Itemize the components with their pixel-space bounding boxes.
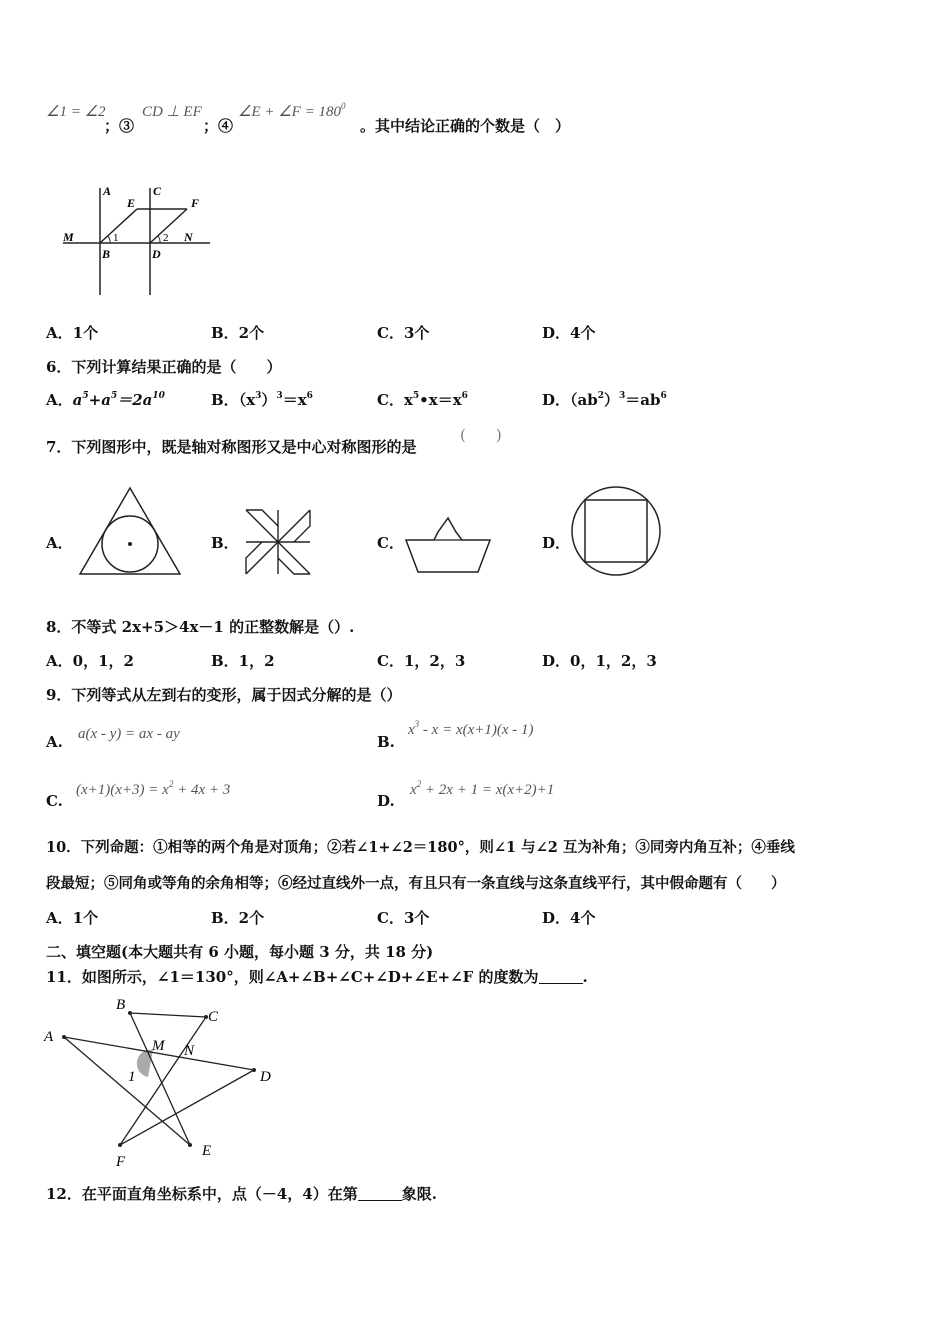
q5-figure (55, 180, 215, 300)
q5-option-b[interactable]: B．2个 (211, 324, 265, 342)
q9-option-c-label[interactable]: C. (46, 792, 63, 810)
q5-condition-4: ∠E + ∠F = $180^0$ (238, 101, 346, 120)
q10-option-b[interactable]: B．2个 (211, 909, 265, 927)
q5-question: 。其中结论正确的个数是（ ） (360, 117, 571, 135)
q8-option-c[interactable]: C．1，2，3 (377, 652, 466, 670)
q7-figure-a-triangle-circle[interactable] (78, 486, 182, 576)
fig11-label-n: N (184, 1043, 195, 1059)
q9-option-a-expr[interactable]: a(x - y) = ax - ay (78, 726, 180, 742)
fig5-label-n: N (184, 230, 193, 244)
q11-figure (40, 995, 280, 1170)
fig5-label-d: D (152, 247, 161, 261)
q12-answer-blank[interactable] (358, 1186, 402, 1201)
fig5-angle-2: 2 (163, 232, 169, 244)
fig5-label-m: M (63, 230, 74, 244)
q5-condition-3: CD ⊥ EF (142, 104, 202, 120)
q8-option-a[interactable]: A．0，1，2 (46, 652, 134, 670)
q12-stem: 12．在平面直角坐标系中，点（－4，4）在第 象限. (46, 1185, 437, 1203)
q6-option-a[interactable]: A．$a^5+a^5=2a^{10}$ (46, 391, 165, 409)
q6-option-b[interactable]: B．$(x^3)^3=x^6$ (211, 391, 313, 409)
q5-option-d[interactable]: D．4个 (542, 324, 596, 342)
fig5-label-f: F (191, 196, 200, 210)
q5-condition-2: ∠1 = ∠2 (46, 104, 106, 120)
q7-label-c[interactable]: C． (377, 534, 404, 552)
q10-stem-line1: 10．下列命题：①相等的两个角是对顶角；②若∠1+∠2＝180°，则∠1 与∠2 互为补角；③同旁内角互补；④垂线 (46, 839, 795, 856)
q5-option-a[interactable]: A．1个 (46, 324, 99, 342)
fig11-label-e: E (202, 1143, 212, 1159)
section-2-heading: 二、填空题(本大题共有 6 小题，每小题 3 分，共 18 分) (46, 943, 434, 961)
fig11-label-c: C (208, 1009, 219, 1025)
q9-option-d-expr[interactable]: $x^2 + 2x + 1 = x(x+2)+1$ (410, 779, 555, 798)
q8-stem: 8．不等式 2x+5＞4x－1 的正整数解是（）. (46, 618, 355, 636)
fig11-label-b: B (116, 997, 126, 1013)
q5-option-c[interactable]: C．3个 (377, 324, 430, 342)
fig5-label-c: C (153, 184, 162, 198)
q10-option-a[interactable]: A．1个 (46, 909, 99, 927)
q7-label-a[interactable]: A． (46, 534, 73, 552)
q6-option-c[interactable]: C．$x^5•x=x^6$ (377, 391, 468, 409)
q10-option-d[interactable]: D．4个 (542, 909, 596, 927)
q8-option-d[interactable]: D．0，1，2，3 (542, 652, 657, 670)
q10-stem-line2: 段最短；⑤同角或等角的余角相等；⑥经过直线外一点，有且只有一条直线与这条直线平行，其中假命题有（ ） (46, 875, 786, 892)
q7-label-b[interactable]: B． (211, 534, 239, 552)
q9-option-b-expr[interactable]: $x^3 - x = x(x+1)(x - 1)$ (408, 719, 534, 738)
q5-separator-4: ；④ (203, 117, 234, 135)
fig5-angle-1: 1 (113, 232, 119, 244)
q10-option-c[interactable]: C．3个 (377, 909, 430, 927)
fig5-label-a: A (103, 184, 112, 198)
q7-label-d[interactable]: D． (542, 534, 571, 552)
fig5-label-b: B (102, 247, 111, 261)
fig11-label-a: A (44, 1029, 54, 1045)
q7-figure-b-pinwheel[interactable] (244, 508, 312, 576)
fig11-label-d: D (260, 1069, 271, 1085)
q6-stem: 6．下列计算结果正确的是（ ） (46, 358, 282, 376)
q5-separator-3: ；③ (104, 117, 135, 135)
q7-paren: ( ) (460, 426, 502, 444)
q6-option-d[interactable]: D．$(ab^2)^3=ab^6$ (542, 391, 667, 409)
q8-option-b[interactable]: B．1，2 (211, 652, 275, 670)
q7-stem: 7．下列图形中，既是轴对称图形又是中心对称图形的是 (46, 438, 417, 456)
q9-option-b-label[interactable]: B. (377, 733, 395, 751)
q9-option-c-expr[interactable]: $(x+1)(x+3) = x^2 + 4x + 3$ (76, 779, 231, 798)
fig11-label-f: F (116, 1154, 126, 1170)
q7-figure-d-square-circle[interactable] (570, 485, 662, 577)
q11-answer-blank[interactable] (539, 969, 583, 984)
fig5-label-e: E (127, 196, 136, 210)
q7-figure-c-boat[interactable] (404, 516, 492, 574)
fig11-label-m: M (152, 1038, 165, 1054)
q9-stem: 9．下列等式从左到右的变形，属于因式分解的是（） (46, 686, 402, 704)
fig11-angle-1: 1 (128, 1069, 136, 1085)
q9-option-d-label[interactable]: D. (377, 792, 395, 810)
q9-option-a-label[interactable]: A. (46, 733, 63, 751)
q11-stem: 11．如图所示，∠1＝130°，则∠A+∠B+∠C+∠D+∠E+∠F 的度数为 . (46, 968, 588, 986)
